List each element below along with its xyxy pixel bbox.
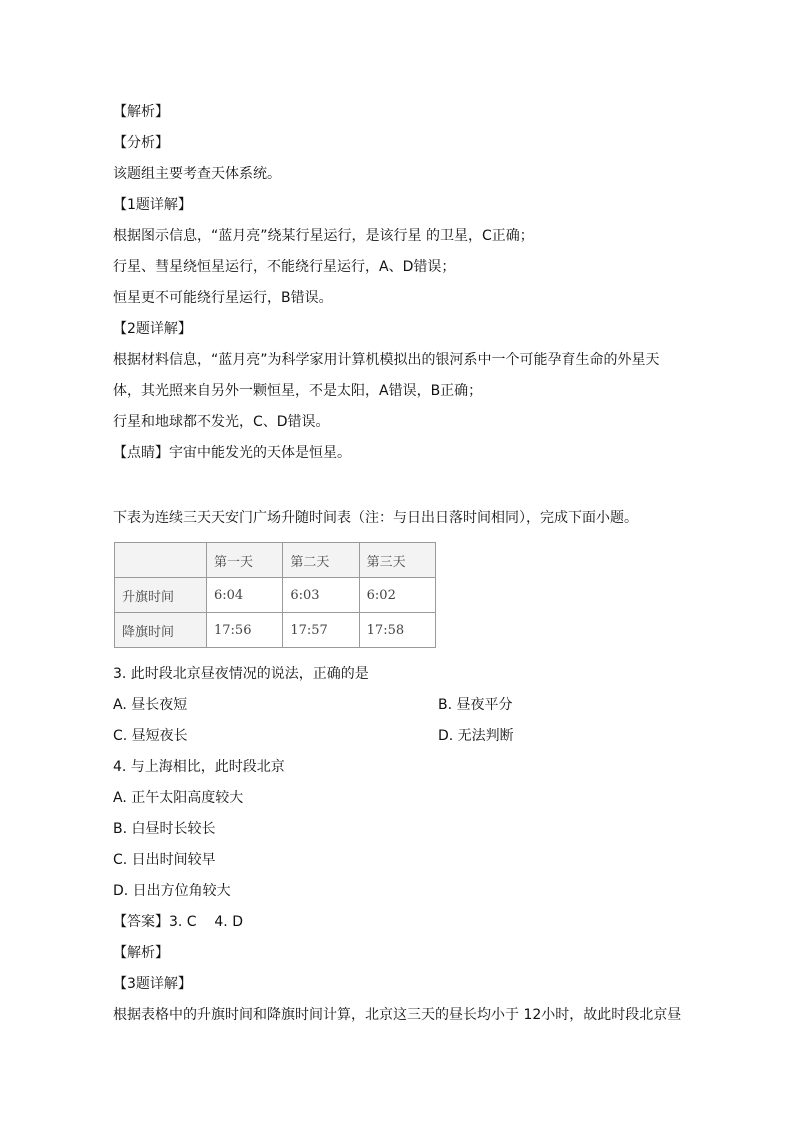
key-point: 【点睛】宇宙中能发光的天体是恒星。 (113, 445, 351, 461)
table-row (115, 578, 436, 613)
q3-option-b: B. 昼夜平分 (438, 697, 513, 713)
question-4-stem: 4. 与上海相比，此时段北京 (113, 759, 285, 775)
analysis-heading: 【解析】 (113, 945, 169, 961)
q3-detail-line: 根据表格中的升旗时间和降旗时间计算，北京这三天的昼长均小于 12小时，故此时段北京昼 (113, 1007, 682, 1023)
q3-option-c: C. 昼短夜长 (113, 728, 188, 744)
table-header-row (115, 543, 436, 578)
q4-option-a: A. 正午太阳高度较大 (113, 790, 244, 806)
table-header-cell: 第二天 (283, 543, 359, 578)
question-3-stem: 3. 此时段北京昼夜情况的说法，正确的是 (113, 666, 369, 682)
table-cell: 17:58 (359, 613, 435, 648)
table-row (115, 613, 436, 648)
q1-detail-heading: 【1题详解】 (113, 197, 192, 213)
q1-detail-line: 行星、彗星绕恒星运行，不能绕行星运行，A、D错误； (113, 259, 456, 275)
table-header-cell: 第一天 (207, 543, 283, 578)
table-row-label: 降旗时间 (115, 613, 207, 648)
q1-detail-line: 根据图示信息，“蓝月亮”绕某行星运行，是该行星 的卫星，C正确； (113, 228, 534, 244)
analysis-heading: 【解析】 (113, 104, 169, 120)
table-intro: 下表为连续三天天安门广场升随时间表（注：与日出日落时间相同），完成下面小题。 (113, 510, 638, 526)
q3-detail-heading: 【3题详解】 (113, 976, 192, 992)
q2-detail-line: 行星和地球都不发光，C、D错误。 (113, 414, 330, 430)
q2-detail-heading: 【2题详解】 (113, 321, 192, 337)
table-cell: 17:57 (283, 613, 359, 648)
flag-schedule-table (114, 542, 436, 648)
table-cell: 6:02 (359, 578, 435, 613)
q3-option-a: A. 昼长夜短 (113, 697, 188, 713)
table-header-cell: 第三天 (359, 543, 435, 578)
q3-option-d: D. 无法判断 (438, 728, 514, 744)
q2-detail-line: 根据材料信息，“蓝月亮”为科学家用计算机模拟出的银河系中一个可能孕育生命的外星天 (113, 352, 660, 368)
table-header-cell (115, 543, 207, 578)
table-row-label: 升旗时间 (115, 578, 207, 613)
q4-option-c: C. 日出时间较早 (113, 852, 216, 868)
q1-detail-line: 恒星更不可能绕行星运行，B错误。 (113, 290, 333, 306)
q2-detail-line: 体，其光照来自另外一颗恒星，不是太阳，A错误，B正确； (113, 383, 483, 399)
answer-line: 【答案】3. C 4. D (113, 914, 243, 930)
analysis-subheading: 【分析】 (113, 135, 169, 151)
q4-option-d: D. 日出方位角较大 (113, 883, 231, 899)
analysis-intro: 该题组主要考查天体系统。 (113, 166, 281, 182)
table-cell: 6:04 (207, 578, 283, 613)
table-cell: 17:56 (207, 613, 283, 648)
q4-option-b: B. 白昼时长较长 (113, 821, 216, 837)
table-cell: 6:03 (283, 578, 359, 613)
